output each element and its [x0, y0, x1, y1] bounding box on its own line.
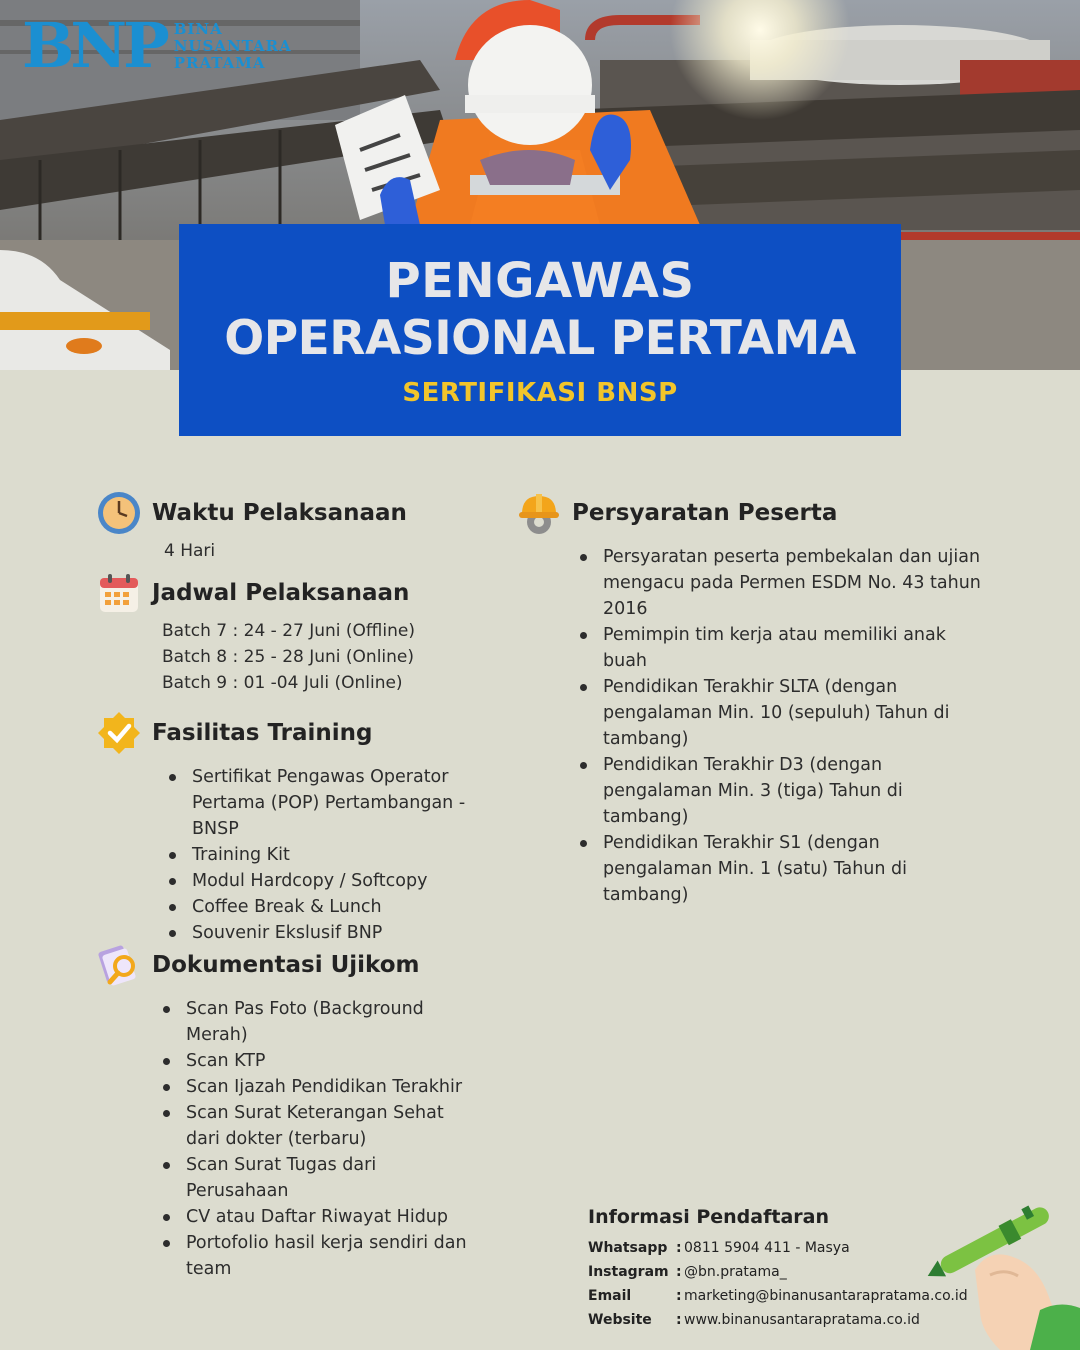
jadwal-heading: Jadwal Pelaksanaan	[152, 580, 410, 606]
waktu-value: 4 Hari	[164, 541, 216, 561]
document-search-icon	[96, 942, 142, 988]
logo-line-3: PRATAMA	[173, 53, 266, 72]
info-key: Email	[588, 1288, 632, 1304]
instagram-value[interactable]: @bn.pratama_	[684, 1264, 787, 1280]
persyaratan-heading: Persyaratan Peserta	[572, 500, 838, 526]
section-fasilitas	[96, 710, 506, 946]
persyaratan-list	[573, 544, 983, 908]
list-item: Pendidikan Terakhir D3 (dengan pengalaman Min. 3 (tiga) Tahun di tambang)	[573, 752, 983, 830]
info-separator: :	[676, 1312, 682, 1328]
info-row-instagram	[588, 1260, 1008, 1284]
list-item: Scan Surat Tugas dari Perusahaan	[156, 1152, 476, 1204]
list-item: Persyaratan peserta pembekalan dan ujian mengacu pada Permen ESDM No. 43 tahun 2016	[573, 544, 983, 622]
jadwal-item: Batch 9 : 01 -04 Juli (Online)	[162, 673, 403, 693]
info-heading: Informasi Pendaftaran	[588, 1206, 829, 1228]
title-line-1: PENGAWAS	[385, 253, 695, 309]
info-row-whatsapp	[588, 1236, 1008, 1260]
list-item: Scan KTP	[156, 1048, 476, 1074]
info-separator: :	[676, 1264, 682, 1280]
section-dokumentasi	[96, 942, 506, 1282]
logo-mark: BNP	[22, 9, 166, 82]
dokumentasi-list	[156, 996, 476, 1282]
logo-line-1: BINA	[173, 19, 223, 38]
list-item: Scan Pas Foto (Background Merah)	[156, 996, 476, 1048]
list-item: Pendidikan Terakhir SLTA (dengan pengalaman Min. 10 (sepuluh) Tahun di tambang)	[573, 674, 983, 752]
info-key: Whatsapp	[588, 1240, 668, 1256]
list-item: Training Kit	[162, 842, 492, 868]
check-badge-icon	[96, 710, 142, 756]
jadwal-item: Batch 7 : 24 - 27 Juni (Offline)	[162, 621, 415, 641]
list-item: Modul Hardcopy / Softcopy	[162, 868, 492, 894]
jadwal-item: Batch 8 : 25 - 28 Juni (Online)	[162, 647, 415, 667]
info-separator: :	[676, 1288, 682, 1304]
info-row-email	[588, 1284, 1008, 1308]
info-key: Instagram	[588, 1264, 669, 1280]
fasilitas-heading: Fasilitas Training	[152, 720, 373, 746]
dokumentasi-heading: Dokumentasi Ujikom	[152, 952, 420, 978]
list-item: Scan Ijazah Pendidikan Terakhir	[156, 1074, 476, 1100]
waktu-heading: Waktu Pelaksanaan	[152, 500, 407, 526]
logo-text	[174, 21, 292, 72]
subtitle: SERTIFIKASI BNSP	[402, 378, 678, 408]
list-item: Sertifikat Pengawas Operator Pertama (POP) Pertambangan - BNSP	[162, 764, 492, 842]
title-line-2: OPERASIONAL PERTAMA	[224, 311, 856, 366]
calendar-icon	[96, 570, 142, 616]
clock-icon	[96, 490, 142, 536]
jadwal-list	[162, 618, 496, 696]
email-link[interactable]: marketing@binanusantarapratama.co.id	[684, 1288, 968, 1304]
list-item: CV atau Daftar Riwayat Hidup	[156, 1204, 476, 1230]
info-key: Website	[588, 1312, 652, 1328]
list-item: Scan Surat Keterangan Sehat dari dokter (terbaru)	[156, 1100, 476, 1152]
info-row-website	[588, 1308, 1008, 1332]
logo-line-2: NUSANTARA	[173, 36, 292, 55]
list-item: Souvenir Ekslusif BNP	[162, 920, 492, 946]
brand-logo	[22, 9, 292, 82]
section-persyaratan	[516, 490, 986, 908]
info-separator: :	[676, 1240, 682, 1256]
list-item: Pemimpin tim kerja atau memiliki anak buah	[573, 622, 983, 674]
section-jadwal	[96, 570, 496, 696]
whatsapp-value[interactable]: 0811 5904 411 - Masya	[684, 1240, 850, 1256]
registration-info	[588, 1206, 1008, 1332]
website-link[interactable]: www.binanusantarapratama.co.id	[684, 1312, 920, 1328]
list-item: Pendidikan Terakhir S1 (dengan pengalaman Min. 1 (satu) Tahun di tambang)	[573, 830, 983, 908]
list-item: Coffee Break & Lunch	[162, 894, 492, 920]
section-waktu	[96, 490, 496, 564]
fasilitas-list	[162, 764, 492, 946]
list-item: Portofolio hasil kerja sendiri dan team	[156, 1230, 476, 1282]
title-box	[179, 224, 901, 436]
hardhat-gear-icon	[516, 490, 562, 536]
